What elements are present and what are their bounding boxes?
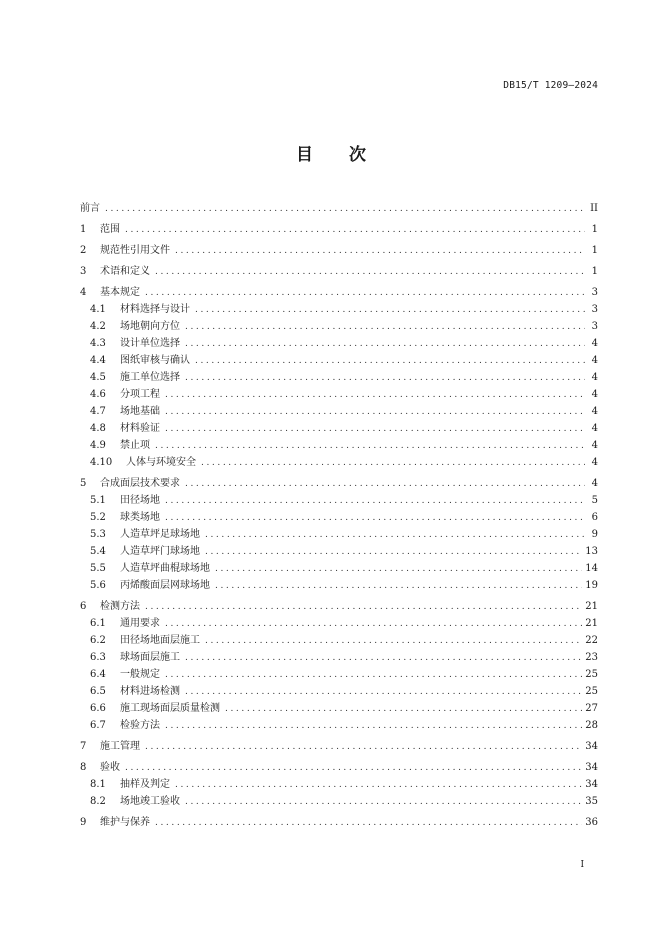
toc-entry-page: II xyxy=(590,203,598,214)
toc-entry[interactable] xyxy=(80,717,598,734)
toc-entry[interactable] xyxy=(80,598,598,615)
toc-entry-number: 6.6 xyxy=(90,703,106,714)
toc-entry[interactable] xyxy=(80,335,598,352)
toc-title xyxy=(0,140,662,165)
toc-entry[interactable] xyxy=(80,793,598,810)
toc-entry-label: 材料选择与设计 xyxy=(120,304,190,315)
toc-dot-leader xyxy=(175,243,585,260)
toc-entry-number: 6.2 xyxy=(90,635,106,646)
toc-entry[interactable] xyxy=(80,352,598,369)
toc-entry-label: 材料验证 xyxy=(120,423,160,434)
toc-entry-label: 田径场地面层施工 xyxy=(120,635,200,646)
toc-entry[interactable] xyxy=(80,242,598,259)
toc-entry-page: 5 xyxy=(591,495,598,506)
toc-entry-number: 9 xyxy=(80,817,87,828)
toc-entry[interactable] xyxy=(80,437,598,454)
toc-dot-leader xyxy=(185,319,585,336)
toc-entry[interactable] xyxy=(80,738,598,755)
toc-entry-page: 1 xyxy=(591,266,598,277)
toc-entry-page: 35 xyxy=(585,796,598,807)
toc-entry-label: 施工管理 xyxy=(100,741,140,752)
toc-entry-page: 4 xyxy=(591,406,598,417)
toc-entry-number: 6.1 xyxy=(90,618,106,629)
toc-dot-leader xyxy=(165,387,585,404)
toc-dot-leader xyxy=(201,455,585,472)
toc-entry-page: 34 xyxy=(585,741,598,752)
toc-entry-label: 基本规定 xyxy=(100,287,140,298)
toc-dot-leader xyxy=(205,527,585,544)
toc-entry[interactable] xyxy=(80,759,598,776)
toc-title-char-1: 目 xyxy=(296,145,313,165)
toc-entry-number: 5.5 xyxy=(90,563,106,574)
toc-dot-leader xyxy=(205,544,582,561)
toc-entry[interactable] xyxy=(80,200,598,217)
toc-entry-page: 14 xyxy=(585,563,598,574)
toc-entry-label: 人造草坪足球场地 xyxy=(120,529,200,540)
toc-entry-label: 田径场地 xyxy=(120,495,160,506)
toc-entry[interactable] xyxy=(80,509,598,526)
toc-entry-label: 场地竣工验收 xyxy=(120,796,180,807)
toc-entry-label: 合成面层技术要求 xyxy=(100,478,180,489)
toc-entry-number: 6.3 xyxy=(90,652,106,663)
toc-entry[interactable] xyxy=(80,700,598,717)
toc-entry-label: 球场面层施工 xyxy=(120,652,180,663)
toc-entry-number: 4.3 xyxy=(90,338,106,349)
toc-entry-number: 3 xyxy=(80,266,87,277)
toc-entry-label: 设计单位选择 xyxy=(120,338,180,349)
toc-dot-leader xyxy=(165,667,582,684)
toc-dot-leader xyxy=(215,561,582,578)
toc-dot-leader xyxy=(215,578,582,595)
toc-entry-page: 23 xyxy=(585,652,598,663)
toc-entry-label: 材料进场检测 xyxy=(120,686,180,697)
toc-entry-label: 前言 xyxy=(80,203,100,214)
toc-dot-leader xyxy=(225,701,582,718)
toc-entry-number: 5.3 xyxy=(90,529,106,540)
toc-dot-leader xyxy=(125,760,582,777)
toc-entry[interactable] xyxy=(80,666,598,683)
toc-entry-number: 7 xyxy=(80,741,87,752)
toc-entry[interactable] xyxy=(80,560,598,577)
toc-dot-leader xyxy=(185,650,582,667)
toc-entry-label: 图纸审核与确认 xyxy=(120,355,190,366)
toc-dot-leader xyxy=(205,633,582,650)
toc-title-char-2: 次 xyxy=(349,145,366,165)
toc-entry-label: 分项工程 xyxy=(120,389,160,400)
toc-entry[interactable] xyxy=(80,386,598,403)
toc-entry-number: 6.7 xyxy=(90,720,106,731)
toc-entry[interactable] xyxy=(80,776,598,793)
toc-entry-label: 范围 xyxy=(100,224,120,235)
toc-entry[interactable] xyxy=(80,263,598,280)
toc-entry[interactable] xyxy=(80,221,598,238)
toc-entry[interactable] xyxy=(80,615,598,632)
toc-entry-label: 一般规定 xyxy=(120,669,160,680)
toc-dot-leader xyxy=(165,616,582,633)
toc-entry-page: 1 xyxy=(591,224,598,235)
toc-entry-page: 3 xyxy=(591,287,598,298)
toc-dot-leader xyxy=(145,599,582,616)
toc-entry-page: 4 xyxy=(591,457,598,468)
toc-entry-label: 施工单位选择 xyxy=(120,372,180,383)
toc-dot-leader xyxy=(165,421,585,438)
toc-entry[interactable] xyxy=(80,577,598,594)
toc-entry-page: 21 xyxy=(585,601,598,612)
toc-dot-leader xyxy=(185,336,585,353)
toc-entry-page: 36 xyxy=(585,817,598,828)
toc-entry[interactable] xyxy=(80,420,598,437)
toc-entry[interactable] xyxy=(80,301,598,318)
toc-entry-label: 场地基础 xyxy=(120,406,160,417)
toc-entry[interactable] xyxy=(80,814,598,831)
toc-entry-page: 25 xyxy=(585,686,598,697)
toc-entry[interactable] xyxy=(80,632,598,649)
toc-entry-page: 4 xyxy=(591,423,598,434)
toc-entry-page: 27 xyxy=(585,703,598,714)
toc-entry-page: 4 xyxy=(591,372,598,383)
toc-dot-leader xyxy=(145,285,585,302)
toc-entry-number: 4.10 xyxy=(90,457,113,468)
toc-entry[interactable] xyxy=(80,454,598,471)
toc-entry-number: 5.4 xyxy=(90,546,106,557)
toc-entry-number: 2 xyxy=(80,245,87,256)
toc-dot-leader xyxy=(185,684,582,701)
toc-entry-label: 施工现场面层质量检测 xyxy=(120,703,220,714)
toc-entry-page: 34 xyxy=(585,779,598,790)
toc-entry-label: 禁止项 xyxy=(120,440,150,451)
toc-entry-label: 维护与保养 xyxy=(100,817,150,828)
toc-entry[interactable] xyxy=(80,475,598,492)
toc-dot-leader xyxy=(195,302,585,319)
toc-dot-leader xyxy=(185,476,585,493)
toc-entry[interactable] xyxy=(80,318,598,335)
toc-entry-page: 4 xyxy=(591,355,598,366)
toc-entry-label: 验收 xyxy=(100,762,120,773)
toc-entry[interactable] xyxy=(80,543,598,560)
toc-dot-leader xyxy=(155,438,585,455)
toc-entry[interactable] xyxy=(80,526,598,543)
toc-entry-number: 6.5 xyxy=(90,686,106,697)
toc-dot-leader xyxy=(165,510,585,527)
table-of-contents xyxy=(80,200,598,831)
toc-entry-number: 5.6 xyxy=(90,580,106,591)
toc-dot-leader xyxy=(145,739,582,756)
toc-entry-number: 5 xyxy=(80,478,87,489)
toc-entry-page: 4 xyxy=(591,389,598,400)
toc-dot-leader xyxy=(175,777,582,794)
toc-entry-page: 22 xyxy=(585,635,598,646)
toc-entry-number: 5.1 xyxy=(90,495,106,506)
toc-entry-number: 4.7 xyxy=(90,406,106,417)
toc-entry-number: 8.1 xyxy=(90,779,106,790)
toc-entry-page: 25 xyxy=(585,669,598,680)
toc-entry-label: 检测方法 xyxy=(100,601,140,612)
toc-entry-number: 4.6 xyxy=(90,389,106,400)
toc-entry[interactable] xyxy=(80,649,598,666)
toc-entry-number: 4.5 xyxy=(90,372,106,383)
toc-dot-leader xyxy=(165,404,585,421)
toc-entry-label: 人造草坪门球场地 xyxy=(120,546,200,557)
toc-entry-page: 21 xyxy=(585,618,598,629)
toc-entry-number: 4.2 xyxy=(90,321,106,332)
toc-entry-page: 28 xyxy=(585,720,598,731)
toc-entry-page: 13 xyxy=(585,546,598,557)
toc-entry-page: 1 xyxy=(591,245,598,256)
toc-entry-label: 人造草坪曲棍球场地 xyxy=(120,563,210,574)
toc-entry-number: 4.8 xyxy=(90,423,106,434)
toc-entry-page: 4 xyxy=(591,478,598,489)
toc-entry-page: 19 xyxy=(585,580,598,591)
toc-entry-label: 检验方法 xyxy=(120,720,160,731)
toc-entry-label: 通用要求 xyxy=(120,618,160,629)
toc-entry-label: 术语和定义 xyxy=(100,266,150,277)
toc-entry-number: 1 xyxy=(80,224,87,235)
toc-entry-page: 6 xyxy=(591,512,598,523)
toc-entry-number: 4.1 xyxy=(90,304,106,315)
toc-entry[interactable] xyxy=(80,403,598,420)
document-code: DB15/T 1209—2024 xyxy=(503,80,598,91)
toc-entry[interactable] xyxy=(80,369,598,386)
toc-dot-leader xyxy=(185,794,582,811)
toc-entry-label: 人体与环境安全 xyxy=(126,457,196,468)
toc-entry-number: 5.2 xyxy=(90,512,106,523)
toc-entry-page: 9 xyxy=(591,529,598,540)
toc-entry-label: 球类场地 xyxy=(120,512,160,523)
toc-entry-page: 3 xyxy=(591,321,598,332)
toc-entry-page: 4 xyxy=(591,440,598,451)
toc-entry-label: 抽样及判定 xyxy=(120,779,170,790)
toc-entry-page: 3 xyxy=(591,304,598,315)
page-number: I xyxy=(580,860,584,870)
toc-dot-leader xyxy=(155,264,585,281)
toc-entry-number: 6 xyxy=(80,601,87,612)
toc-dot-leader xyxy=(195,353,585,370)
toc-entry-number: 4 xyxy=(80,287,87,298)
toc-entry-label: 规范性引用文件 xyxy=(100,245,170,256)
toc-entry-number: 8.2 xyxy=(90,796,106,807)
toc-entry-page: 4 xyxy=(591,338,598,349)
toc-entry-number: 8 xyxy=(80,762,87,773)
toc-dot-leader xyxy=(165,493,585,510)
toc-dot-leader xyxy=(125,222,585,239)
toc-entry[interactable] xyxy=(80,284,598,301)
toc-entry-label: 场地朝向方位 xyxy=(120,321,180,332)
toc-entry-number: 4.9 xyxy=(90,440,106,451)
toc-entry-number: 4.4 xyxy=(90,355,106,366)
toc-entry-label: 丙烯酸面层网球场地 xyxy=(120,580,210,591)
toc-entry[interactable] xyxy=(80,492,598,509)
toc-entry[interactable] xyxy=(80,683,598,700)
toc-dot-leader xyxy=(155,815,582,832)
toc-dot-leader xyxy=(185,370,585,387)
toc-entry-number: 6.4 xyxy=(90,669,106,680)
toc-dot-leader xyxy=(165,718,582,735)
toc-dot-leader xyxy=(105,201,585,218)
toc-entry-page: 34 xyxy=(585,762,598,773)
